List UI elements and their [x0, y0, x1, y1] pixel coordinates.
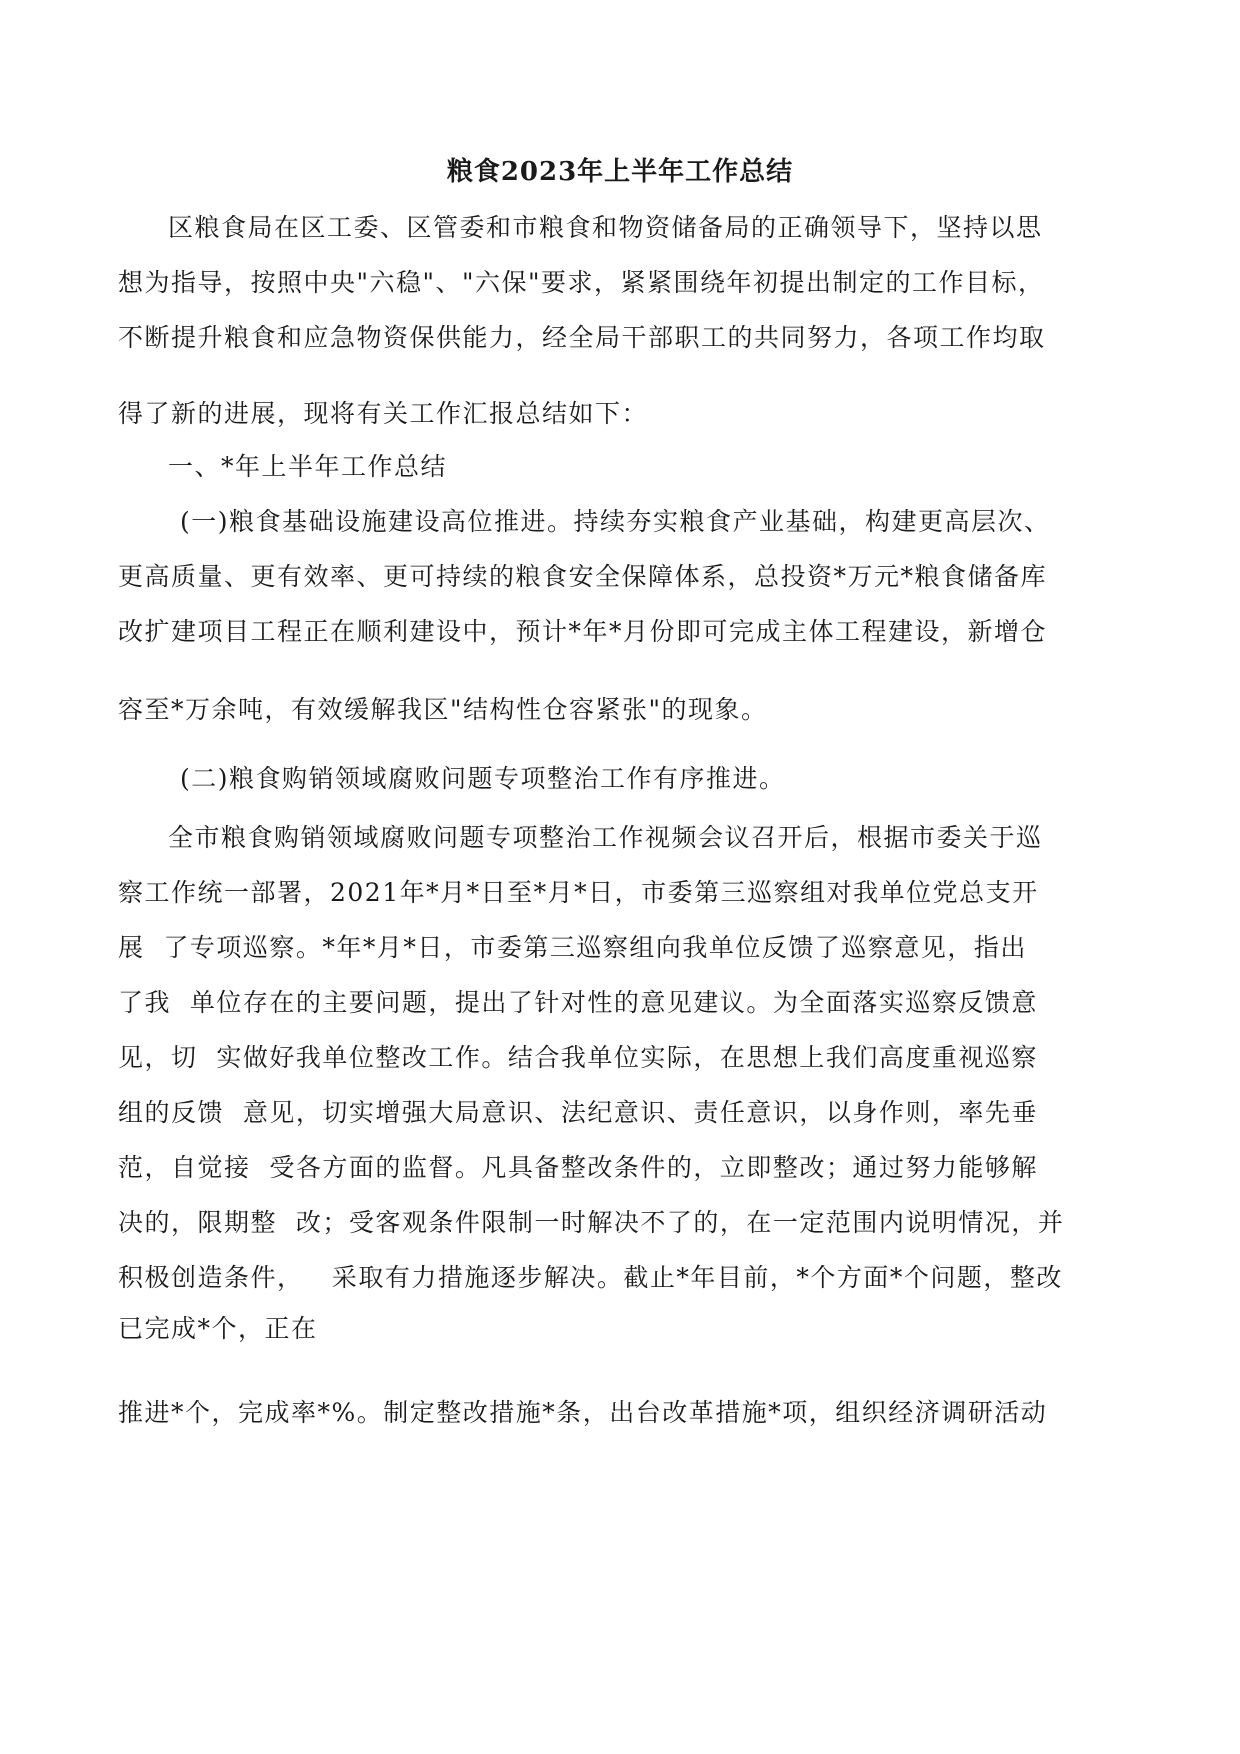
paragraph-line: 容至*万余吨，有效缓解我区"结构性仓容紧张"的现象。: [118, 695, 768, 724]
subsection-heading: (二)粮食购销领域腐败问题专项整治工作有序推进。: [180, 764, 786, 793]
paragraph-line: 范，自觉接 受各方面的监督。凡具备整改条件的，立即整改；通过努力能够解: [118, 1153, 1038, 1182]
document-title: 粮食2023年上半年工作总结: [446, 157, 794, 187]
paragraph-line: 积极创造条件， 采取有力措施逐步解决。截止*年目前，*个方面*个问题，整改: [118, 1263, 1063, 1292]
paragraph-line: 推进*个，完成率*%。制定整改措施*条，出台改革措施*项，组织经济调研活动: [118, 1398, 1048, 1427]
paragraph-line: 已完成*个，正在: [118, 1314, 318, 1343]
paragraph-line: 区粮食局在区工委、区管委和市粮食和物资储备局的正确领导下，坚持以思: [168, 213, 1043, 242]
paragraph-line: 得了新的进展，现将有关工作汇报总结如下：: [118, 399, 649, 428]
subsection-heading: (一)粮食基础设施建设高位推进。持续夯实粮食产业基础，构建更高层次、: [180, 507, 1051, 536]
paragraph-line: 展 了专项巡察。*年*月*日，市委第三巡察组向我单位反馈了巡察意见，指出: [118, 933, 1027, 962]
paragraph-line: 决的，限期整 改；受客观条件限制一时解决不了的，在一定范围内说明情况，并: [118, 1208, 1065, 1237]
paragraph-line: 改扩建项目工程正在顺利建设中，预计*年*月份即可完成主体工程建设，新增仓: [118, 617, 1048, 646]
section-heading: 一、*年上半年工作总结: [168, 452, 448, 481]
paragraph-line: 察工作统一部署，2021年*月*日至*月*日，市委第三巡察组对我单位党总支开: [118, 878, 1039, 907]
paragraph-line: 更高质量、更有效率、更可持续的粮食安全保障体系，总投资*万元*粮食储备库: [118, 562, 1048, 591]
paragraph-line: 全市粮食购销领域腐败问题专项整治工作视频会议召开后，根据市委关于巡: [168, 823, 1043, 852]
paragraph-line: 见，切 实做好我单位整改工作。结合我单位实际，在思想上我们高度重视巡察: [118, 1043, 1038, 1072]
paragraph-line: 组的反馈 意见，切实增强大局意识、法纪意识、责任意识，以身作则，率先垂: [118, 1098, 1038, 1127]
paragraph-line: 不断提升粮食和应急物资保供能力，经全局干部职工的共同努力，各项工作均取: [118, 323, 1046, 352]
paragraph-line: 了我 单位存在的主要问题，提出了针对性的意见建议。为全面落实巡察反馈意: [118, 988, 1038, 1017]
paragraph-line: 想为指导，按照中央"六稳"、"六保"要求，紧紧围绕年初提出制定的工作目标，: [118, 268, 1045, 297]
